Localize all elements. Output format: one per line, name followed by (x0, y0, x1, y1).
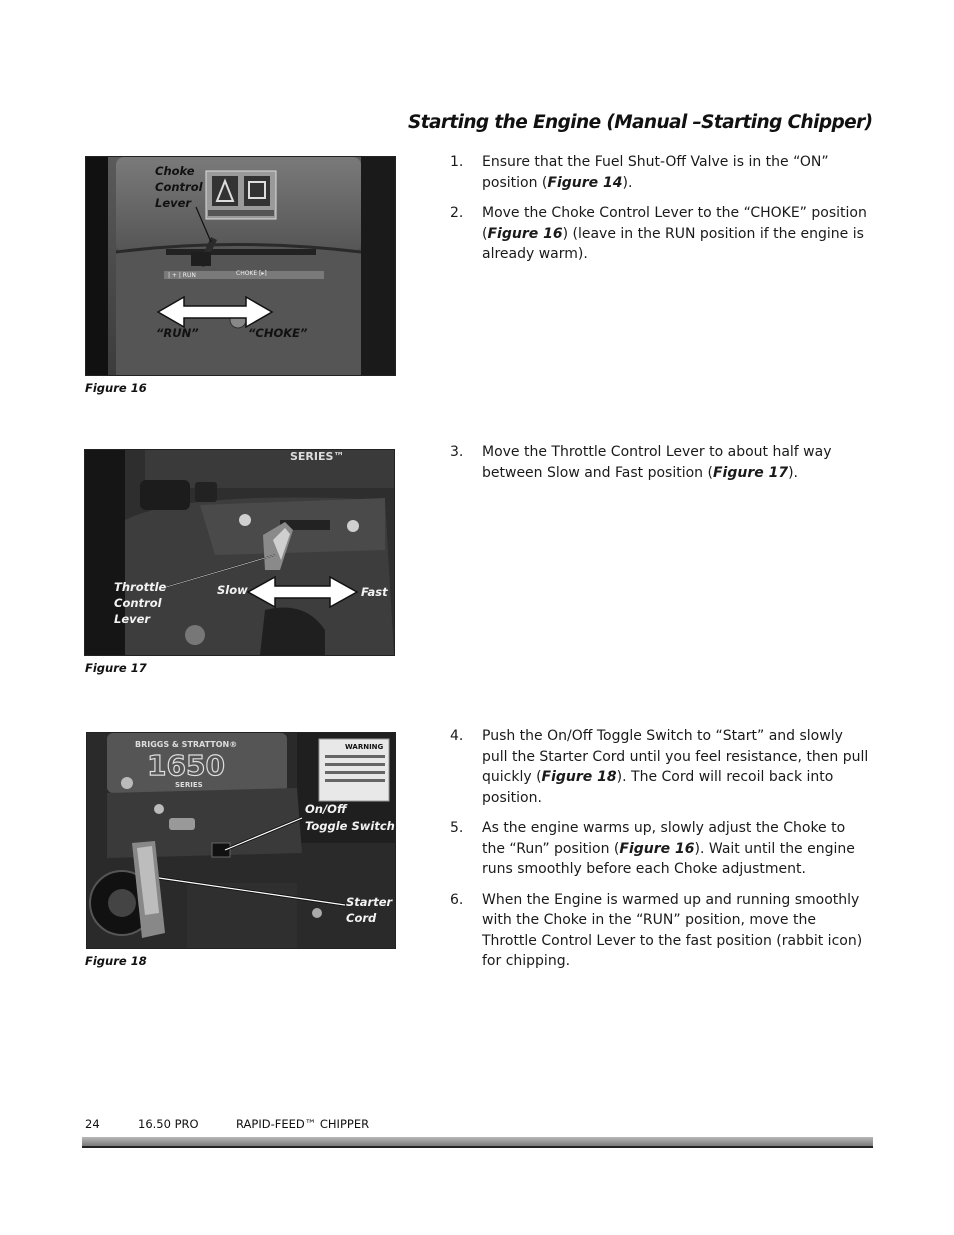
step-text: Push the On/Off Toggle Switch to “Start” and slowly pull the Starter Cord until you feel resistance, then pull quickly ( (482, 728, 869, 785)
slow-callout: Slow (217, 583, 248, 597)
figure-16-caption: Figure 16 (85, 381, 147, 395)
model-number-label: 1650 (147, 749, 225, 782)
step-text: Move the Choke Control Lever to the “CHOKE” position ( (482, 205, 867, 242)
footer-product: RAPID-FEED™ CHIPPER (236, 1117, 370, 1131)
step-text: As the engine warms up, slowly adjust the Choke to the “Run” position ( (482, 820, 846, 857)
footer-rule-line (82, 1146, 873, 1148)
step-item (450, 203, 870, 265)
figure-17-photo (84, 449, 395, 656)
step-number: 2. (450, 205, 464, 221)
step-item (450, 442, 870, 483)
figure-reference: Figure 14 (547, 174, 623, 191)
choke-photo-drawing (86, 157, 395, 375)
choke-lever-callout: Choke Control Lever (155, 164, 203, 210)
step-text: When the Engine is warmed up and running smoothly with the Choke in the “RUN” position, move the Throttle Control Lever to the fast position (rabbit icon) for chipping. (482, 891, 863, 969)
fast-callout: Fast (361, 585, 388, 599)
figure-17-caption: Figure 17 (85, 661, 147, 675)
figure-18-caption: Figure 18 (85, 954, 147, 968)
step-text: ). (788, 464, 798, 481)
model-series-label: SERIES (175, 781, 203, 789)
step-number: 6. (450, 891, 464, 908)
step-number: 3. (450, 444, 464, 460)
brand-label: BRIGGS & STRATTON® (135, 740, 238, 749)
step-text: ) (leave in the RUN position if the engine is already warm). (482, 225, 864, 262)
figure-18-photo (86, 732, 396, 949)
starter-cord-callout: Starter Cord (346, 895, 393, 925)
page-number: 24 (85, 1117, 100, 1131)
choke-scale-label: CHOKE [▸] (236, 270, 267, 277)
figure-16-photo (85, 156, 396, 376)
steps-list-1 (450, 152, 870, 275)
step-item (450, 818, 870, 880)
toggle-switch-callout: Toggle Switch (305, 819, 395, 833)
run-scale-label: | + | RUN (168, 272, 196, 279)
figure-reference: Figure 16 (487, 225, 563, 242)
step-item (450, 890, 870, 972)
throttle-lever-callout: Throttle Control Lever (114, 580, 167, 626)
step-text: ). The Cord will recoil back into position. (482, 769, 834, 806)
footer-rule-bar (82, 1137, 873, 1146)
on-off-callout: On/Off (305, 802, 347, 816)
figure-reference: Figure 16 (619, 840, 695, 857)
figure-reference: Figure 17 (712, 464, 789, 481)
warning-label: WARNING (345, 743, 384, 751)
run-callout: “RUN” (156, 326, 199, 340)
step-text: Move the Throttle Control Lever to about half way between Slow and Fast position ( (482, 444, 832, 481)
step-item (450, 152, 870, 193)
step-item (450, 726, 870, 808)
step-text: ). Wait until the engine runs smoothly before each Choke adjustment. (482, 840, 855, 877)
series-label: SERIES™ (290, 450, 345, 463)
step-number: 5. (450, 820, 464, 836)
step-number: 4. (450, 728, 464, 744)
figure-reference: Figure 18 (541, 769, 617, 785)
steps-list-2 (450, 442, 870, 493)
step-text: Ensure that the Fuel Shut-Off Valve is in the “ON” position ( (482, 154, 829, 191)
choke-callout: “CHOKE” (248, 326, 308, 340)
steps-list-3 (450, 726, 870, 982)
section-title: Starting the Engine (Manual –Starting Chipper) (408, 112, 873, 133)
step-text: ). (622, 174, 633, 191)
step-number: 1. (450, 154, 464, 170)
footer-model: 16.50 PRO (138, 1117, 199, 1131)
